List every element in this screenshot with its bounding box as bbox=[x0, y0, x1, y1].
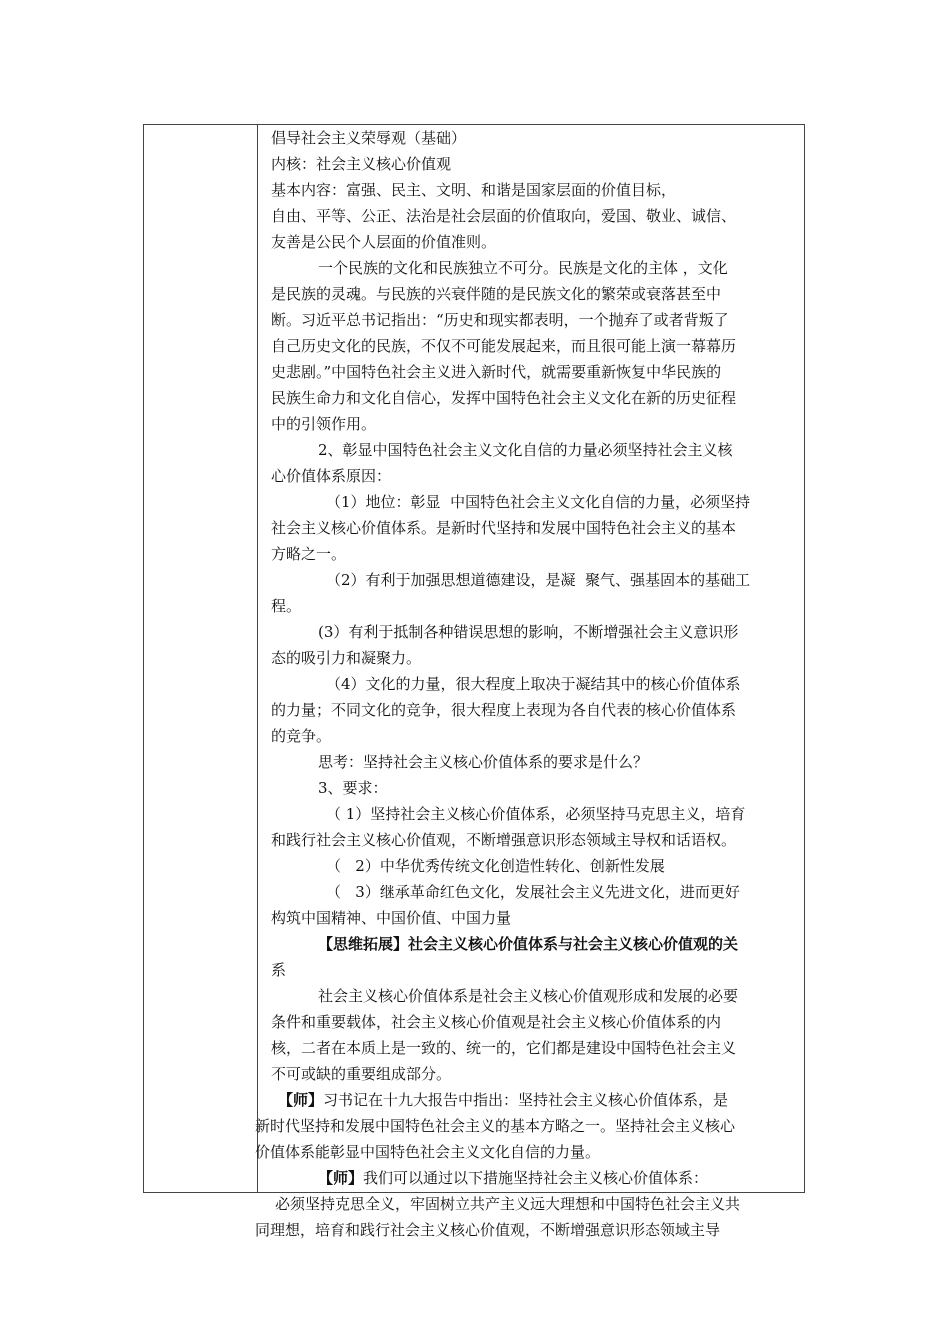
text-line: 中的引领作用。 bbox=[271, 415, 377, 433]
text-line: 是民族的灵魂。与民族的兴衰伴随的是民族文化的繁荣或衰落甚至中 bbox=[271, 285, 722, 303]
text-line: 必须坚持克思全义，牢固树立共产主义远大理想和中国特色社会主义共 bbox=[275, 1195, 741, 1213]
text-line: 思考：坚持社会主义核心价值体系的要求是什么？ bbox=[318, 753, 649, 771]
text-line: 断。习近平总书记指出：“历史和现实都表明，一个抛弃了或者背叛了 bbox=[271, 311, 729, 329]
column-divider bbox=[257, 125, 258, 1192]
text-line: 自己历史文化的民族，不仅不可能发展起来，而且很可能上演一幕幕历 bbox=[271, 337, 737, 355]
text-line: 社会主义核心价值体系是社会主义核心价值观形成和发展的必要 bbox=[318, 987, 739, 1005]
text-line: 自由、平等、公正、法治是社会层面的价值取向，爱国、敬业、诚信、 bbox=[271, 207, 737, 225]
text-line: 基本内容：富强、民主、文明、和谐是国家层面的价值目标， bbox=[271, 181, 677, 199]
text-line: 一个民族的文化和民族独立不可分。民族是文化的主体 ，文化 bbox=[318, 259, 728, 277]
text-line: 史悲剧。”中国特色社会主义进入新时代，就需要重新恢复中华民族的 bbox=[271, 363, 722, 381]
text-line: 的竞争。 bbox=[271, 727, 332, 745]
text-line: （1）地位：彰显 中国特色社会主义文化自信的力量，必须坚持 bbox=[326, 493, 751, 511]
text-line: 【思维拓展】社会主义核心价值体系与社会主义核心价值观的关 bbox=[318, 935, 739, 953]
text-line: 和践行社会主义核心价值观，不断增强意识形态领域主导权和话语权。 bbox=[271, 831, 737, 849]
text-line: （ 3）继承革命红色文化，发展社会主义先进文化，进而更好 bbox=[326, 883, 740, 901]
content-table bbox=[143, 124, 805, 1239]
text-line: 程。 bbox=[271, 597, 302, 615]
text-line: 条件和重要载体，社会主义核心价值观是社会主义核心价值体系的内 bbox=[271, 1013, 722, 1031]
text-line: 【师】习书记在十九大报告中指出：坚持社会主义核心价值体系，是 bbox=[278, 1091, 729, 1109]
text-line: 态的吸引力和凝聚力。 bbox=[271, 649, 422, 667]
text-line: （ 1）坚持社会主义核心价值体系，必须坚持马克思主义，培育 bbox=[326, 805, 746, 823]
text-line: 的力量；不同文化的竞争，很大程度上表现为各自代表的核心价值体系 bbox=[271, 701, 737, 719]
text-line: 方略之一。 bbox=[271, 545, 347, 563]
text-line: 系 bbox=[271, 961, 287, 979]
text-line: 价值体系能彰显中国特色社会主义文化自信的力量。 bbox=[255, 1143, 601, 1161]
text-line: 构筑中国精神、中国价值、中国力量 bbox=[271, 909, 512, 927]
text-line: 心价值体系原因： bbox=[271, 467, 392, 485]
text-line: 社会主义核心价值体系。是新时代坚持和发展中国特色社会主义的基本 bbox=[271, 519, 737, 537]
text-line: 民族生命力和文化自信心，发挥中国特色社会主义文化在新的历史征程 bbox=[271, 389, 737, 407]
text-line: 内核：社会主义核心价值观 bbox=[271, 155, 452, 173]
text-line: 倡导社会主义荣辱观（基础） bbox=[271, 129, 467, 147]
text-line: 新时代坚持和发展中国特色社会主义的基本方略之一。坚持社会主义核心 bbox=[255, 1117, 736, 1135]
text-line: 不可或缺的重要组成部分。 bbox=[271, 1065, 452, 1083]
text-line: （ 2）中华优秀传统文化创造性转化、创新性发展 bbox=[326, 857, 665, 875]
text-line: 同理想，培育和践行社会主义核心价值观，不断增强意识形态领域主导 bbox=[255, 1221, 721, 1239]
text-line: 3、要求： bbox=[318, 779, 388, 797]
text-line: 【师】我们可以通过以下措施坚持社会主义核心价值体系： bbox=[318, 1169, 709, 1187]
text-line: (3）有利于抵制各种错误思想的影响，不断增强社会主义意识形 bbox=[318, 623, 739, 641]
text-line: （2）有利于加强思想道德建设，是凝 聚气、强基固本的基础工 bbox=[326, 571, 751, 589]
text-line: （4）文化的力量，很大程度上取决于凝结其中的核心价值体系 bbox=[326, 675, 741, 693]
text-line: 2、彰显中国特色社会主义文化自信的力量必须坚持社会主义核 bbox=[318, 441, 733, 459]
text-line: 核，二者在本质上是一致的、统一的，它们都是建设中国特色社会主义 bbox=[271, 1039, 737, 1057]
text-line: 友善是公民个人层面的价值准则。 bbox=[271, 233, 497, 251]
